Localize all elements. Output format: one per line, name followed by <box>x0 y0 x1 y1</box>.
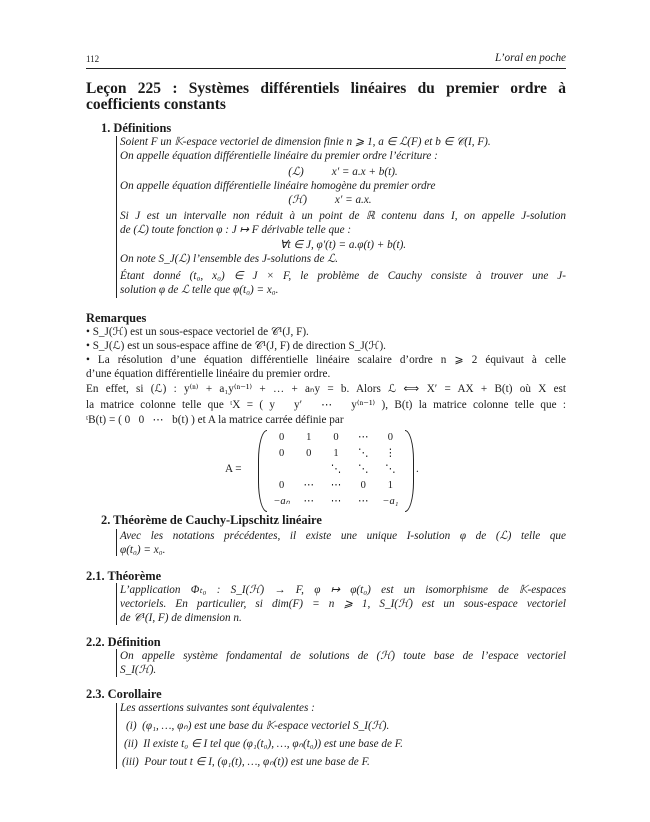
right-parenthesis <box>405 430 414 512</box>
list-item: (ii) Il existe t₀ ∈ I tel que (φ₁(t₀), …, φₙ(t₀)) est une base de F. <box>124 738 403 750</box>
text-line: Les assertions suivantes sont équivalentes : <box>120 702 315 714</box>
section-heading: 2.3. Corollaire <box>86 687 162 701</box>
text-line: Soient F un 𝕂-espace vectoriel de dimension finie n ⩾ 1, a ∈ ℒ(F) et b ∈ 𝒞(I, F). <box>120 136 491 148</box>
matrix-entry: 0 <box>333 432 339 443</box>
companion-matrix <box>258 430 414 512</box>
text-line: On appelle équation différentielle linéaire homogène du premier ordre <box>120 180 436 192</box>
equation: (ℒ) x′ = a.x + b(t). <box>288 166 398 178</box>
remark-line: • S_J(ℒ) est un sous-espace affine de 𝒞¹(J, F) de direction S_J(ℋ). <box>86 340 386 352</box>
matrix-entry: 0 <box>387 432 394 443</box>
left-parenthesis <box>258 430 267 512</box>
matrix-entry: −aₙ <box>273 496 290 507</box>
remark-line: • S_J(ℋ) est un sous-espace vectoriel de 𝒞¹(J, F). <box>86 326 309 338</box>
matrix-entry: ⋯ <box>357 496 369 507</box>
matrix-entry: 1 <box>306 432 312 443</box>
block-bar <box>116 649 117 677</box>
running-header: L’oral en poche <box>494 52 566 64</box>
matrix-label: A = <box>225 463 242 475</box>
matrix-entry: 1 <box>387 480 394 491</box>
matrix-grid <box>268 430 404 510</box>
remark-line: • La résolution d’une équation différentielle linéaire scalaire d’ordre n ⩾ 2 équivaut à celle <box>86 354 566 366</box>
matrix-entry: 0 <box>278 480 285 491</box>
text-line: de (ℒ) toute fonction φ : J ↦ F dérivable telle que : <box>120 224 352 236</box>
block-bar <box>116 583 117 625</box>
text-line: On appelle système fondamental de solutions de (ℋ) toute base de l’espace vectoriel <box>120 650 566 662</box>
remark-line: la matrice colonne telle que ᵗX = ( y y′ ⋯ y⁽ⁿ⁻¹⁾ ), B(t) la matrice colonne telle que : <box>86 399 566 411</box>
equation: ∀t ∈ J, φ′(t) = a.φ(t) + b(t). <box>279 239 407 251</box>
matrix-entry: ⋱ <box>385 464 396 475</box>
text-line: Avec les notations précédentes, il existe une unique I-solution φ de (ℒ) telle que <box>120 530 566 542</box>
text-line: Étant donné (t₀, x₀) ∈ J × F, le problème de Cauchy consiste à trouver une J- <box>120 270 566 282</box>
matrix-entry: 0 <box>360 480 366 491</box>
text-line: de 𝒞¹(I, F) de dimension n. <box>120 612 242 624</box>
remark-line: d’une équation différentielle linéaire du premier ordre. <box>86 368 331 380</box>
remark-line: En effet, si (ℒ) : y⁽ⁿ⁾ + a₁y⁽ⁿ⁻¹⁾ + … + aₙy = b. Alors ℒ ⟺ X′ = AX + B(t) où X est <box>86 383 566 395</box>
remarks-heading: Remarques <box>86 311 147 325</box>
text-line: vectoriels. En particulier, si dim(F) = n ⩾ 1, S_I(ℋ) est un sous-espace vectoriel <box>120 598 566 610</box>
block-bar <box>116 136 117 298</box>
equation: (ℋ) x′ = a.x. <box>288 194 372 206</box>
matrix-entry: 1 <box>333 448 339 459</box>
section-heading: 2.1. Théorème <box>86 569 162 583</box>
header-rule <box>86 68 566 69</box>
text-line: S_I(ℋ). <box>120 664 157 676</box>
section-heading: 1. Définitions <box>101 121 172 135</box>
matrix-entry: ⋱ <box>330 464 342 475</box>
matrix-entry: ⋯ <box>303 480 315 491</box>
section-heading: 2. Théorème de Cauchy-Lipschitz linéaire <box>101 513 322 527</box>
matrix-entry: 0 <box>306 448 312 459</box>
text-line: On note S_J(ℒ) l’ensemble des J-solutions de ℒ. <box>120 253 339 265</box>
lesson-title-line1: Leçon 225 : Systèmes différentiels linéaires du premier ordre à <box>86 80 566 97</box>
matrix-entry: 0 <box>278 432 285 443</box>
matrix-entry <box>295 462 322 478</box>
text-line: On appelle équation différentielle linéaire du premier ordre l’écriture : <box>120 150 438 162</box>
text-line: φ(t₀) = x₀. <box>120 544 166 556</box>
page-number: 112 <box>86 54 100 64</box>
block-bar <box>116 529 117 556</box>
lesson-title-line2: coefficients constants <box>86 96 226 113</box>
matrix-entry: ⋯ <box>303 496 315 507</box>
matrix-entry: ⋮ <box>385 448 396 459</box>
matrix-entry <box>268 462 295 478</box>
matrix-entry: 0 <box>278 448 285 459</box>
matrix-entry: −a₁ <box>382 496 399 507</box>
remark-line: ᵗB(t) = ( 0 0 ⋯ b(t) ) et A la matrice carrée définie par <box>86 414 344 426</box>
section-heading: 2.2. Définition <box>86 635 161 649</box>
matrix-entry: ⋯ <box>330 496 342 507</box>
matrix-entry: ⋱ <box>357 464 369 475</box>
matrix-entry: ⋯ <box>357 432 369 443</box>
matrix-entry: ⋯ <box>330 480 342 491</box>
text-line: Si J est un intervalle non réduit à un point de ℝ contenu dans I, on appelle J-solution <box>120 210 566 222</box>
list-item: (i) (φ₁, …, φₙ) est une base du 𝕂-espace vectoriel S_I(ℋ). <box>126 720 390 732</box>
block-bar <box>116 703 117 769</box>
text-line: L’application Φₜ₀ : S_I(ℋ) → F, φ ↦ φ(t₀) est un isomorphisme de 𝕂-espaces <box>120 584 566 596</box>
matrix-period: . <box>416 463 419 475</box>
list-item: (iii) Pour tout t ∈ I, (φ₁(t), …, φₙ(t)) est une base de F. <box>122 756 370 768</box>
text-line: solution φ de ℒ telle que φ(t₀) = x₀. <box>120 284 279 296</box>
matrix-entry: ⋱ <box>357 448 369 459</box>
